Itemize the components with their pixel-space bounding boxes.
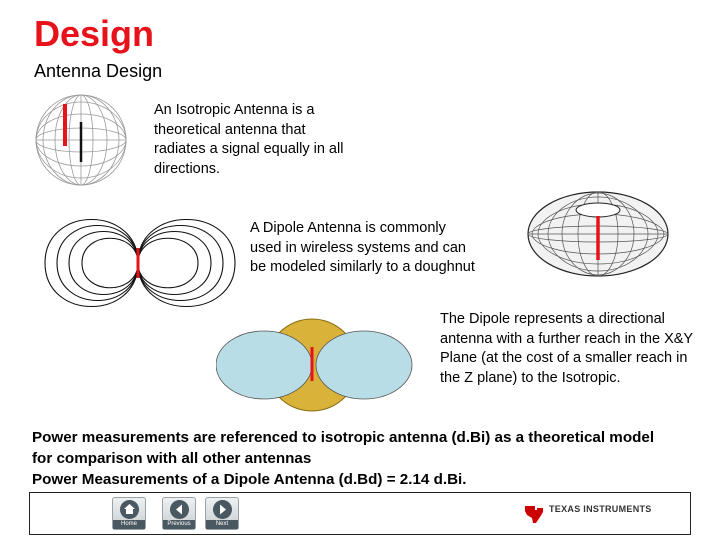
next-arrow-icon xyxy=(213,500,232,519)
previous-label: Previous xyxy=(163,520,195,529)
home-button[interactable] xyxy=(112,497,146,530)
previous-button[interactable] xyxy=(162,497,196,530)
texas-instruments-logo-text: TEXAS INSTRUMENTS xyxy=(549,504,652,514)
next-button[interactable] xyxy=(205,497,239,530)
power-note-line-3: Power Measurements of a Dipole Antenna (d.Bd) = 2.14 d.Bi. xyxy=(32,471,467,488)
directional-description: The Dipole represents a directional antenna with a further reach in the X&Y Plane (at the cost of a smaller reach in the Z plane) to the Isotropic. xyxy=(440,311,693,386)
dipole-radiation-pattern xyxy=(42,204,238,322)
isotropic-sphere-diagram xyxy=(30,92,132,188)
footer-nav-bar xyxy=(29,492,691,535)
dipole-doughnut-diagram xyxy=(518,180,678,292)
power-note-line-2: for comparison with all other antennas xyxy=(32,450,312,467)
next-label: Next xyxy=(206,520,238,529)
page-title: Design xyxy=(34,13,155,54)
directional-pattern-diagram xyxy=(216,318,426,412)
home-icon xyxy=(120,500,139,519)
power-measurement-notes xyxy=(32,427,712,490)
page-subtitle: Antenna Design xyxy=(34,61,163,81)
power-note-line-1: Power measurements are referenced to isotropic antenna (d.Bi) as a theoretical model xyxy=(32,429,655,446)
previous-arrow-icon xyxy=(170,500,189,519)
dipole-description: A Dipole Antenna is commonly used in wireless systems and can be modeled similarly to a doughnut xyxy=(250,220,475,275)
home-label: Home xyxy=(113,520,145,529)
isotropic-description: An Isotropic Antenna is a theoretical antenna that radiates a signal equally in all directions. xyxy=(154,102,344,177)
texas-instruments-logo-icon xyxy=(523,503,545,525)
